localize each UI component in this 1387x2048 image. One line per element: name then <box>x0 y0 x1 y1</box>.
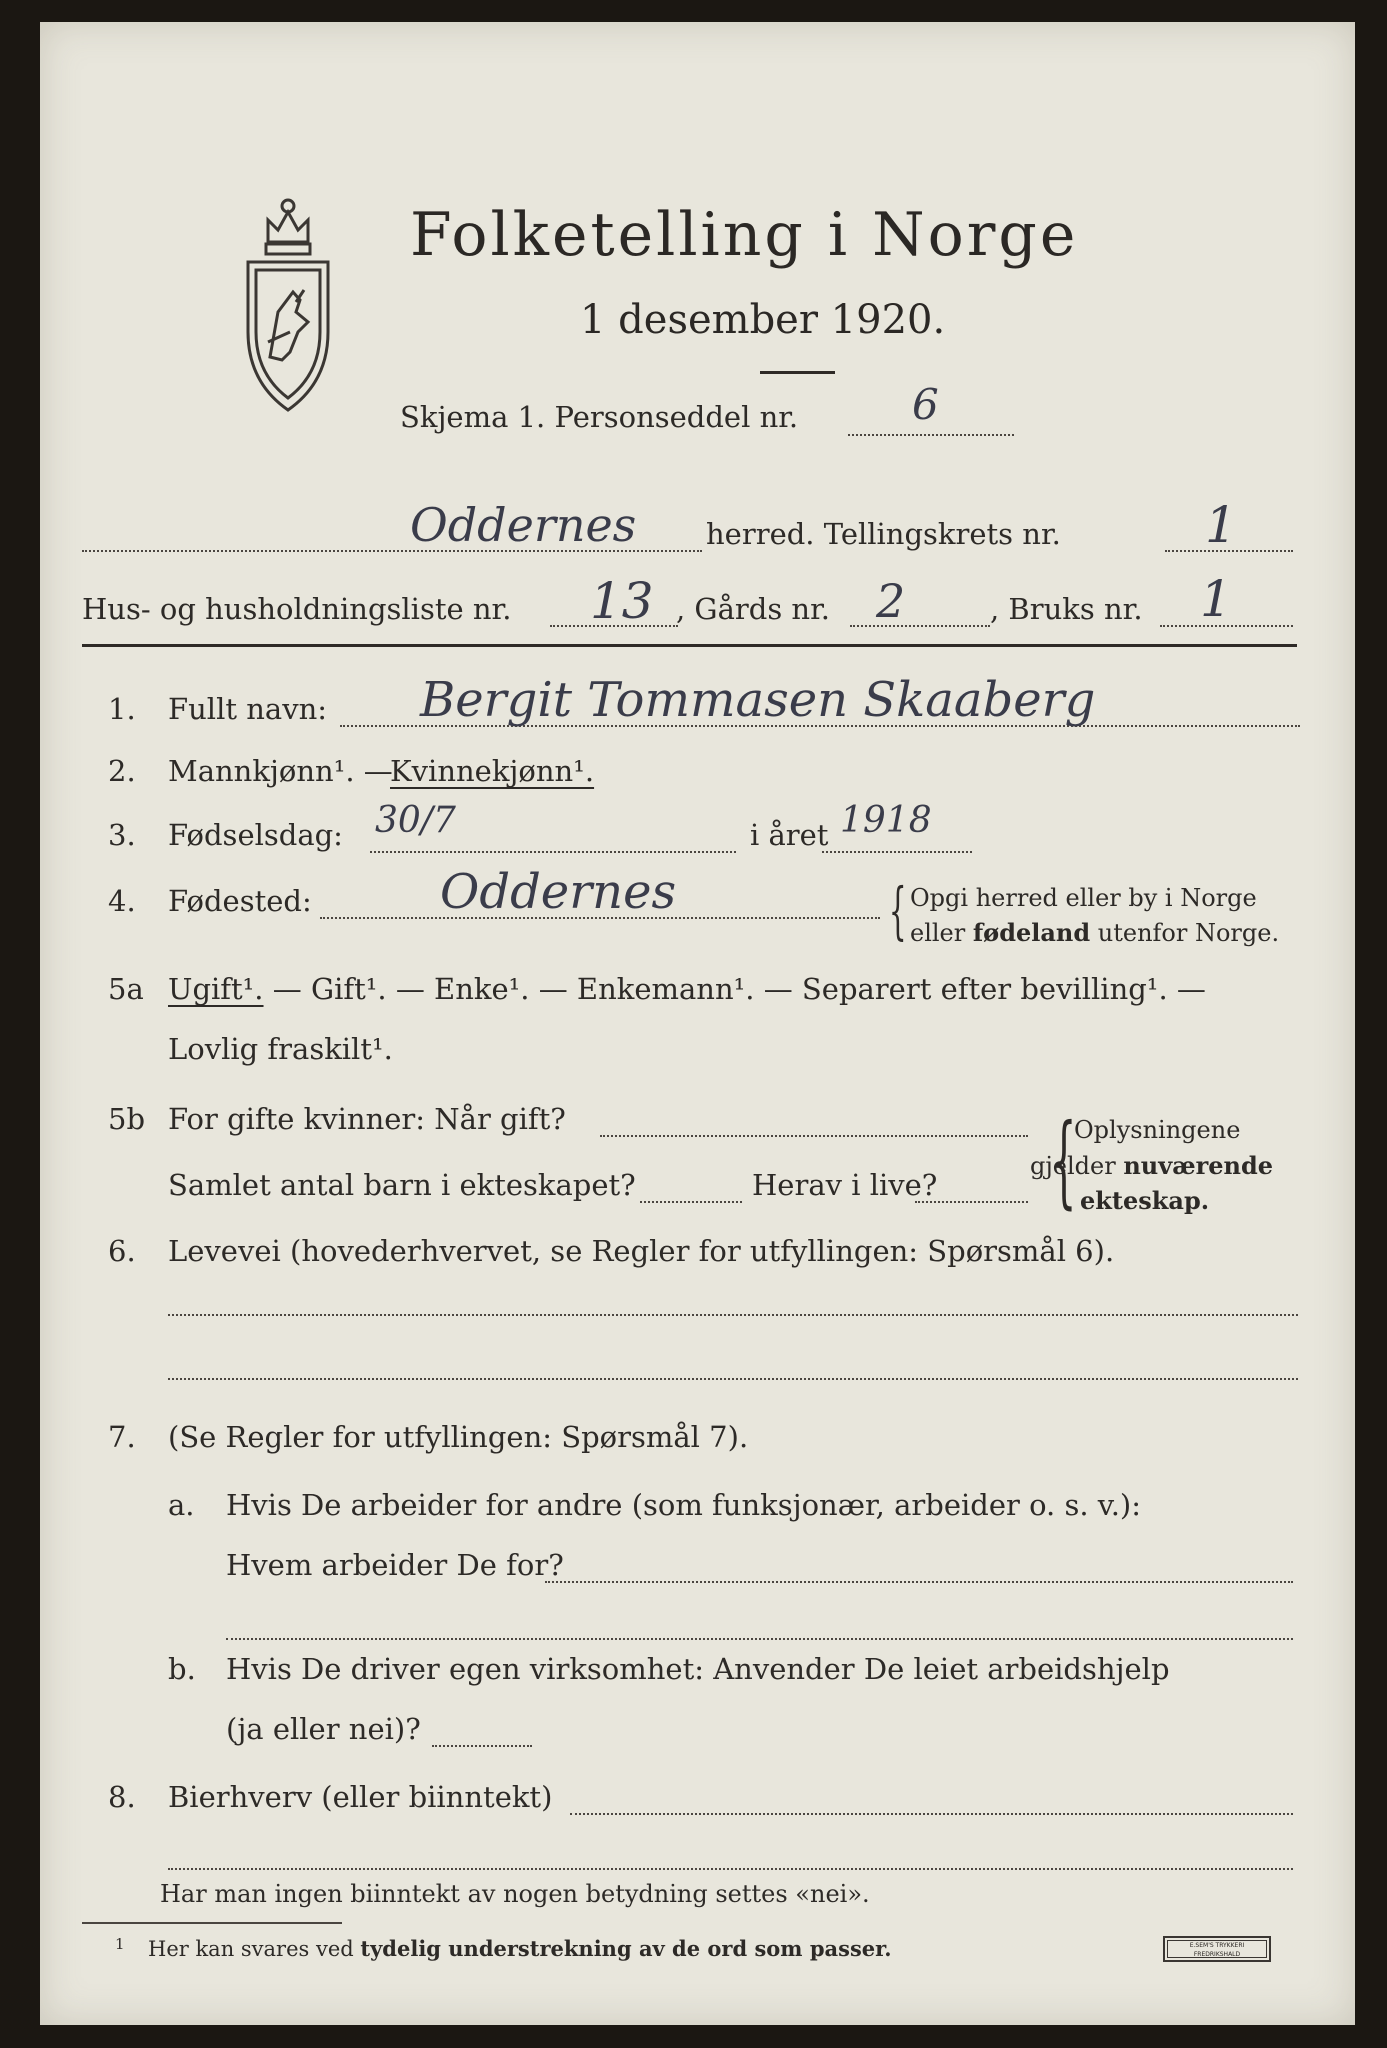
q7a-label: Hvis De arbeider for andre (som funksjonær, arbeider o. s. v.): <box>226 1488 1142 1522</box>
q7b-answer-label: (ja eller nei)? <box>226 1712 421 1746</box>
skjema-label: Skjema 1. Personseddel nr. <box>400 400 799 434</box>
gender-male-option[interactable]: Mannkjønn¹. — <box>168 754 393 788</box>
marital-fraskilt-option[interactable]: Lovlig fraskilt¹. <box>168 1032 393 1066</box>
q5b-alive-line <box>915 1201 1028 1203</box>
q5b-label: For gifte kvinner: Når gift? <box>168 1102 566 1136</box>
q7a-employer-label: Hvem arbeider De for? <box>226 1548 564 1582</box>
q3-label: Fødselsdag: <box>168 818 343 852</box>
q4-label: Fødested: <box>168 884 312 918</box>
q5b-children-line <box>640 1201 742 1203</box>
form-date: 1 desember 1920. <box>580 297 946 343</box>
q5b-brace: { <box>1051 1102 1077 1219</box>
gards-value[interactable]: 2 <box>876 574 906 628</box>
q1-label: Fullt navn: <box>168 692 328 726</box>
q4-brace: { <box>888 874 907 947</box>
q6-line-1[interactable] <box>168 1314 1298 1316</box>
personseddel-value[interactable]: 6 <box>912 380 939 429</box>
form-title: Folketelling i Norge <box>410 200 1079 270</box>
footnote-rule <box>82 1922 342 1924</box>
full-name-value[interactable]: Bergit Tommasen Skaaberg <box>420 672 1096 728</box>
herred-label: herred. Tellingskrets nr. <box>706 517 1061 551</box>
q4-number: 4. <box>108 884 136 918</box>
q5b-note-line2: gjelder nuværende <box>1030 1151 1274 1180</box>
marital-status-options <box>168 972 1206 1006</box>
q3-line <box>370 851 736 853</box>
q3-year-line <box>822 851 972 853</box>
q5b-note-line3: ekteskap. <box>1080 1186 1210 1215</box>
footnote-number: 1 <box>115 1935 125 1953</box>
q5a-number: 5a <box>108 972 144 1006</box>
q3-year-label: i året <box>750 818 829 852</box>
herred-value[interactable]: Oddernes <box>410 498 637 552</box>
title-divider <box>760 371 835 374</box>
q4-note-line1: Opgi herred eller by i Norge <box>910 884 1257 912</box>
personseddel-line <box>848 434 1014 436</box>
hus-value[interactable]: 13 <box>590 572 654 630</box>
q7a-number: a. <box>168 1488 195 1522</box>
coat-of-arms-icon <box>238 182 338 422</box>
q7b-number: b. <box>168 1652 196 1686</box>
birthdate-value[interactable]: 30/7 <box>375 800 456 841</box>
q5b-married-line <box>600 1135 1028 1137</box>
hus-label: Hus- og husholdningsliste nr. <box>82 592 512 626</box>
q7-number: 7. <box>108 1420 136 1454</box>
footnote-text: Her kan svares ved tydelig understrekning av de ord som passer. <box>148 1936 892 1961</box>
q5b-number: 5b <box>108 1102 146 1136</box>
marital-other-options[interactable]: — Gift¹. — Enke¹. — Enkemann¹. — Separert efter bevilling¹. — <box>263 972 1206 1006</box>
q5b-children-label: Samlet antal barn i ekteskapet? <box>168 1168 636 1202</box>
q8-note: Har man ingen biinntekt av nogen betydning settes «nei». <box>160 1880 870 1908</box>
q7b-answer-line[interactable] <box>432 1745 532 1747</box>
tellingskrets-value[interactable]: 1 <box>1205 496 1237 554</box>
q7-label: (Se Regler for utfyllingen: Spørsmål 7). <box>168 1420 749 1454</box>
q5b-note-line1: Oplysningene <box>1074 1116 1241 1144</box>
gards-line <box>850 625 990 627</box>
header-rule <box>82 644 1297 647</box>
census-form-page <box>40 22 1355 2025</box>
q8-label: Bierhverv (eller biinntekt) <box>168 1780 553 1814</box>
q1-number: 1. <box>108 692 136 726</box>
bruks-label: , Bruks nr. <box>990 592 1143 626</box>
birthplace-value[interactable]: Oddernes <box>440 864 677 920</box>
gards-label: , Gårds nr. <box>676 592 830 626</box>
q6-label: Levevei (hovederhvervet, se Regler for utfyllingen: Spørsmål 6). <box>168 1234 1115 1268</box>
marital-ugift-option[interactable]: Ugift¹. <box>168 972 264 1006</box>
q8-line-2[interactable] <box>168 1868 1293 1870</box>
q8-number: 8. <box>108 1780 136 1814</box>
q2-number: 2. <box>108 754 136 788</box>
q3-number: 3. <box>108 818 136 852</box>
q7b-label: Hvis De driver egen virksomhet: Anvender De leiet arbeidshjelp <box>226 1652 1170 1686</box>
printer-stamp-text: E.SEM'S TRYKKERI FREDRIKSHALD <box>1167 1940 1267 1958</box>
printer-stamp <box>1163 1936 1271 1962</box>
q7a-employer-line-2[interactable] <box>226 1638 1293 1640</box>
q7a-employer-line[interactable] <box>545 1581 1293 1583</box>
q4-note-line2: eller fødeland utenfor Norge. <box>910 918 1280 947</box>
q8-line[interactable] <box>570 1813 1293 1815</box>
q6-line-2[interactable] <box>168 1378 1298 1380</box>
bruks-value[interactable]: 1 <box>1200 570 1232 628</box>
q5b-alive-label: Herav i live? <box>752 1168 938 1202</box>
gender-female-option[interactable]: Kvinnekjønn¹. <box>390 754 595 788</box>
birth-year-value[interactable]: 1918 <box>840 800 932 841</box>
q6-number: 6. <box>108 1234 136 1268</box>
